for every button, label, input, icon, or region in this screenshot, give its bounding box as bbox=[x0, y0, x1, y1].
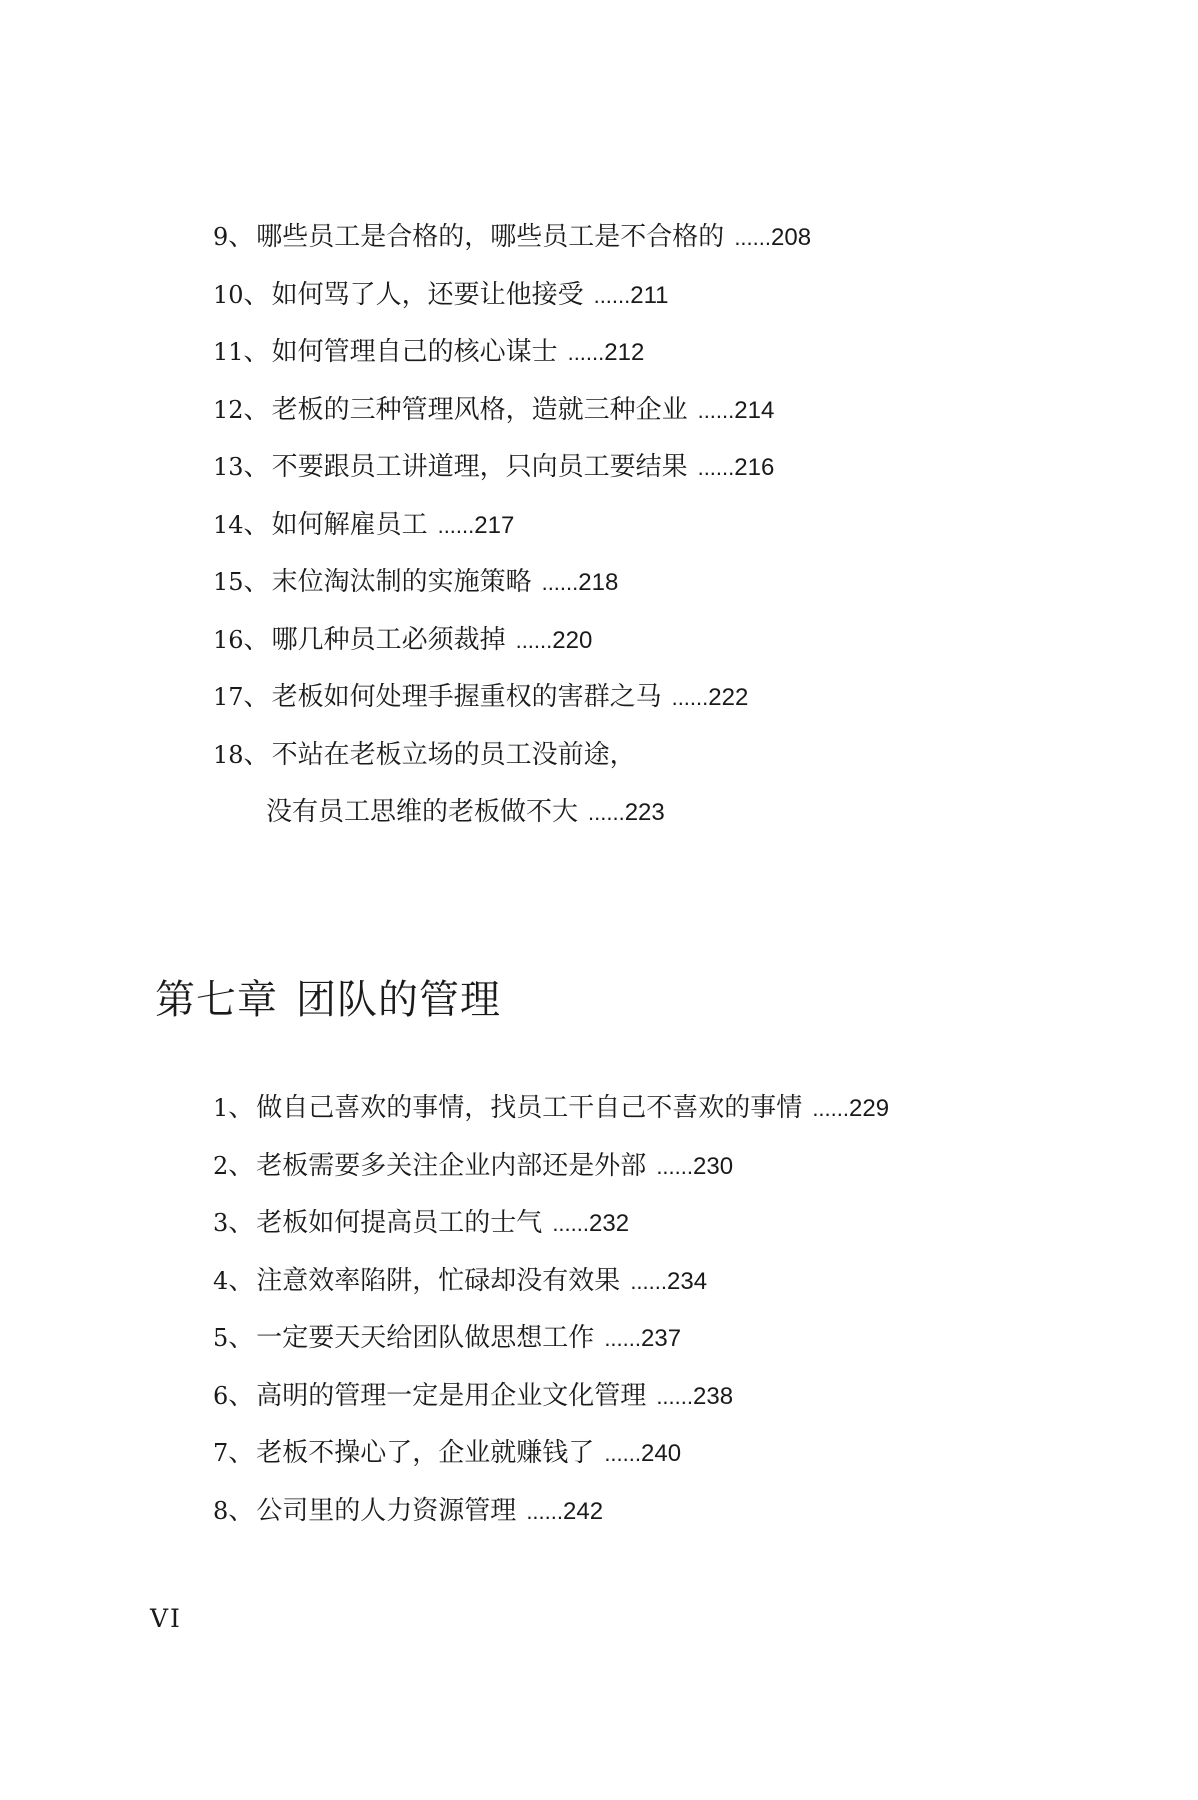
leader-dots: ...... bbox=[656, 1153, 693, 1179]
entry-number: 1 bbox=[213, 1094, 229, 1122]
entry-separator: 、 bbox=[243, 337, 270, 367]
entry-number: 10 bbox=[213, 280, 244, 309]
entry-number: 4 bbox=[213, 1266, 229, 1295]
leader-dots: ...... bbox=[697, 397, 735, 423]
chapter-title: 团队的管理 bbox=[296, 977, 501, 1023]
page-number: 232 bbox=[589, 1210, 630, 1237]
page-number: 211 bbox=[630, 281, 669, 309]
entry-number: 15 bbox=[213, 568, 244, 596]
entry-separator: 、 bbox=[228, 1208, 255, 1238]
toc-entry[interactable] bbox=[213, 567, 811, 625]
page-number: 240 bbox=[641, 1440, 682, 1467]
leader-dots: ...... bbox=[604, 1326, 641, 1351]
entry-separator: 、 bbox=[228, 1380, 255, 1411]
entry-title: 老板需要多关注企业内部还是外部 bbox=[256, 1150, 647, 1181]
entry-number: 16 bbox=[213, 625, 244, 654]
chapter-heading bbox=[155, 968, 501, 1025]
toc-entry[interactable] bbox=[213, 280, 811, 338]
leader-dots: ...... bbox=[437, 512, 475, 538]
entry-separator: 、 bbox=[243, 279, 270, 310]
entry-separator: 、 bbox=[228, 1265, 255, 1296]
toc-entry[interactable] bbox=[213, 1496, 889, 1554]
entry-title: 做自己喜欢的事情，找员工干自己不喜欢的事情 bbox=[256, 1093, 803, 1123]
entry-title: 一定要天天给团队做思想工作 bbox=[256, 1323, 595, 1353]
leader-dots: ...... bbox=[697, 455, 735, 480]
entry-title: 老板不操心了，企业就赚钱了 bbox=[256, 1438, 595, 1468]
entry-separator: 、 bbox=[228, 222, 255, 252]
entry-separator: 、 bbox=[243, 739, 270, 770]
entry-title: 公司里的人力资源管理 bbox=[256, 1495, 517, 1526]
leader-dots: ...... bbox=[515, 627, 553, 653]
page-number: 214 bbox=[734, 396, 775, 424]
entry-number: 6 bbox=[213, 1381, 229, 1410]
toc-entry[interactable] bbox=[213, 510, 811, 568]
entry-number: 12 bbox=[213, 395, 244, 424]
entry-title: 老板的三种管理风格，造就三种企业 bbox=[271, 394, 688, 425]
entry-separator: 、 bbox=[243, 394, 270, 425]
page-number: 237 bbox=[641, 1325, 682, 1352]
entry-separator: 、 bbox=[228, 1093, 255, 1123]
entry-separator: 、 bbox=[228, 1150, 255, 1181]
entry-number: 17 bbox=[213, 683, 244, 711]
entry-separator: 、 bbox=[243, 567, 270, 597]
toc-entry[interactable] bbox=[213, 395, 811, 453]
toc-list-chapter-seven bbox=[213, 1093, 889, 1553]
toc-entry[interactable] bbox=[213, 1093, 889, 1151]
folio-page-number: VI bbox=[150, 1604, 182, 1633]
leader-dots: ...... bbox=[656, 1383, 693, 1409]
page-number: 212 bbox=[604, 339, 645, 366]
leader-dots: ...... bbox=[567, 340, 605, 365]
toc-entry[interactable] bbox=[213, 452, 811, 510]
entry-number: 8 bbox=[213, 1496, 229, 1525]
entry-title: 末位淘汰制的实施策略 bbox=[271, 567, 532, 597]
page-number: 220 bbox=[552, 626, 593, 654]
toc-entry[interactable] bbox=[213, 337, 811, 395]
page-number: 238 bbox=[693, 1382, 734, 1410]
page-number: 216 bbox=[734, 454, 775, 481]
entry-number: 11 bbox=[213, 338, 244, 366]
entry-number: 3 bbox=[213, 1209, 229, 1237]
entry-title: 如何解雇员工 bbox=[271, 509, 428, 540]
entry-number: 13 bbox=[213, 453, 244, 481]
toc-entry[interactable] bbox=[213, 1323, 889, 1381]
leader-dots: ...... bbox=[604, 1441, 641, 1466]
leader-dots: ...... bbox=[812, 1096, 849, 1121]
page-number: 223 bbox=[624, 799, 665, 826]
entry-title: 老板如何处理手握重权的害群之马 bbox=[271, 682, 662, 712]
page-number: 222 bbox=[708, 684, 749, 711]
toc-entry[interactable] bbox=[213, 1151, 889, 1209]
toc-entry[interactable] bbox=[213, 625, 811, 683]
entry-number: 5 bbox=[213, 1324, 229, 1352]
leader-dots: ...... bbox=[552, 1211, 589, 1236]
toc-entry-line-2 bbox=[213, 797, 811, 855]
entry-separator: 、 bbox=[228, 1495, 255, 1526]
entry-separator: 、 bbox=[228, 1438, 255, 1468]
page-number: 230 bbox=[693, 1152, 734, 1180]
toc-entry[interactable] bbox=[213, 1381, 889, 1439]
toc-entry-multiline[interactable] bbox=[213, 740, 811, 855]
page-number: 229 bbox=[849, 1095, 890, 1122]
page-number: 208 bbox=[771, 224, 812, 251]
entry-number: 18 bbox=[213, 740, 244, 769]
page-number: 217 bbox=[474, 511, 515, 539]
entry-title: 注意效率陷阱，忙碌却没有效果 bbox=[256, 1265, 621, 1296]
toc-entry[interactable] bbox=[213, 1266, 889, 1324]
entry-title: 哪些员工是合格的，哪些员工是不合格的 bbox=[256, 222, 725, 252]
entry-title: 如何管理自己的核心谋士 bbox=[271, 337, 558, 367]
entry-separator: 、 bbox=[243, 624, 270, 655]
toc-entry[interactable] bbox=[213, 1438, 889, 1496]
entry-title: 老板如何提高员工的士气 bbox=[256, 1208, 543, 1238]
entry-number: 9 bbox=[213, 223, 229, 251]
page-number: 218 bbox=[578, 569, 619, 596]
entry-number: 7 bbox=[213, 1439, 229, 1467]
entry-title-continued: 没有员工思维的老板做不大 bbox=[266, 797, 579, 827]
chapter-label: 第七章 bbox=[155, 977, 278, 1023]
toc-list-chapter-six bbox=[213, 222, 811, 855]
leader-dots: ...... bbox=[734, 225, 771, 250]
entry-separator: 、 bbox=[243, 452, 270, 482]
leader-dots: ...... bbox=[588, 800, 625, 825]
toc-entry-line-1 bbox=[213, 740, 811, 798]
leader-dots: ...... bbox=[541, 570, 579, 595]
entry-title: 高明的管理一定是用企业文化管理 bbox=[256, 1380, 647, 1411]
leader-dots: ...... bbox=[671, 685, 709, 710]
entry-title: 不站在老板立场的员工没前途， bbox=[271, 739, 636, 770]
entry-separator: 、 bbox=[243, 509, 270, 540]
entry-separator: 、 bbox=[243, 682, 270, 712]
toc-entry[interactable] bbox=[213, 1208, 889, 1266]
page-number: 242 bbox=[563, 1497, 604, 1525]
entry-title: 如何骂了人，还要让他接受 bbox=[271, 279, 584, 310]
entry-separator: 、 bbox=[228, 1323, 255, 1353]
toc-entry[interactable] bbox=[213, 682, 811, 740]
leader-dots: ...... bbox=[526, 1498, 563, 1524]
entry-number: 2 bbox=[213, 1151, 229, 1180]
leader-dots: ...... bbox=[593, 282, 631, 308]
entry-title: 不要跟员工讲道理，只向员工要结果 bbox=[271, 452, 688, 482]
entry-title: 哪几种员工必须裁掉 bbox=[271, 624, 506, 655]
toc-entry[interactable] bbox=[213, 222, 811, 280]
entry-number: 14 bbox=[213, 510, 244, 539]
leader-dots: ...... bbox=[630, 1268, 667, 1294]
page-number: 234 bbox=[667, 1267, 708, 1295]
